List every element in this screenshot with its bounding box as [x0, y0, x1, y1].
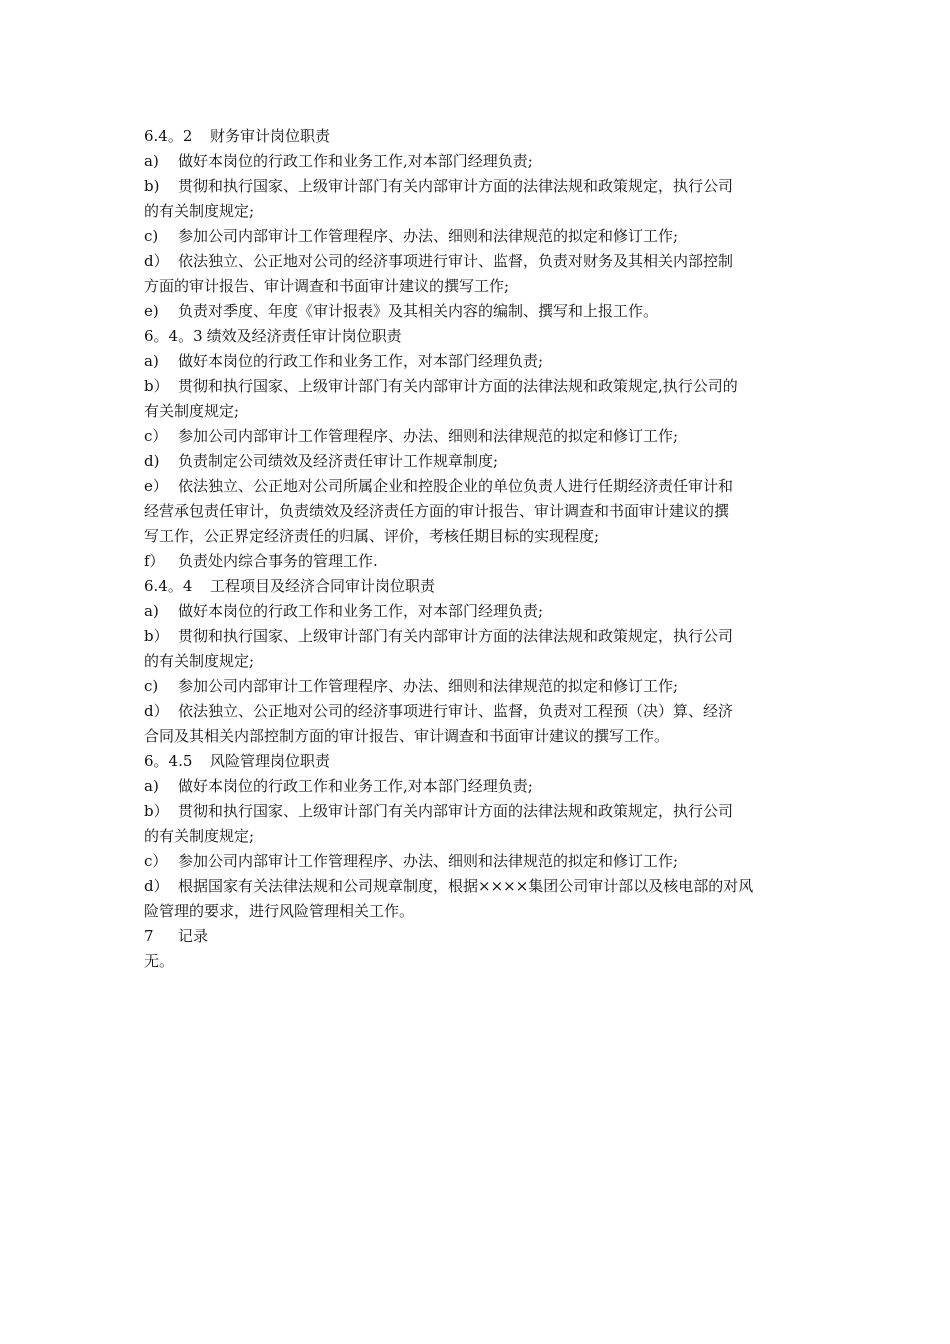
item-text: 根据国家有关法律法规和公司规章制度，根据××××集团公司审计部以及核电部的对风	[178, 877, 754, 895]
item-text-continued: 险管理的要求，进行风险管理相关工作。	[144, 902, 415, 920]
item-label: d）	[144, 702, 169, 720]
item-text-continued: 方面的审计报告、审计调查和书面审计建议的撰写工作;	[144, 277, 510, 295]
item-text-continued: 经营承包责任审计，负责绩效及经济责任方面的审计报告、审计调查和书面审计建议的撰	[144, 502, 730, 520]
section-title: 财务审计岗位职责	[210, 127, 331, 145]
item-text-continued: 有关制度规定;	[144, 402, 240, 420]
item-label: d)	[144, 452, 160, 470]
item-text: 做好本岗位的行政工作和业务工作,对本部门经理负责;	[178, 152, 533, 170]
list-item	[144, 674, 808, 699]
item-label: b）	[144, 377, 169, 395]
item-text-continued: 写工作，公正界定经济责任的归属、评价，考核任期目标的实现程度;	[144, 527, 600, 545]
item-text: 贯彻和执行国家、上级审计部门有关内部审计方面的法律法规和政策规定，执行公司	[178, 627, 734, 645]
section-title: 风险管理岗位职责	[210, 752, 331, 770]
item-label: f）	[144, 552, 165, 570]
item-text: 负责处内综合事务的管理工作.	[178, 552, 378, 570]
item-text-continued: 的有关制度规定;	[144, 652, 255, 670]
list-item	[144, 624, 808, 649]
item-label: c）	[144, 852, 168, 870]
section-heading	[144, 574, 808, 599]
section-number: 6。4。3	[144, 327, 203, 345]
item-label: c）	[144, 427, 168, 445]
section-heading	[144, 324, 808, 349]
list-item	[144, 799, 808, 824]
list-item	[144, 849, 808, 874]
list-item	[144, 474, 808, 499]
item-text: 负责制定公司绩效及经济责任审计工作规章制度;	[178, 452, 499, 470]
document-page	[144, 124, 808, 974]
item-label: b）	[144, 627, 169, 645]
item-text: 依法独立、公正地对公司的经济事项进行审计、监督，负责对工程预（决）算、经济	[178, 702, 734, 720]
item-label: a)	[144, 352, 159, 370]
list-item	[144, 374, 808, 399]
item-text: 贯彻和执行国家、上级审计部门有关内部审计方面的法律法规和政策规定,执行公司的	[178, 377, 738, 395]
list-item	[144, 774, 808, 799]
item-label: a)	[144, 152, 159, 170]
item-label: d）	[144, 877, 169, 895]
item-text: 参加公司内部审计工作管理程序、办法、细则和法律规范的拟定和修订工作;	[178, 227, 679, 245]
item-text: 依法独立、公正地对公司的经济事项进行审计、监督，负责对财务及其相关内部控制	[178, 252, 734, 270]
item-text-continued: 的有关制度规定;	[144, 202, 255, 220]
list-item	[144, 224, 808, 249]
list-item	[144, 299, 808, 324]
list-item	[144, 874, 808, 899]
list-item	[144, 449, 808, 474]
section-heading	[144, 924, 808, 949]
section-number: 7	[144, 927, 154, 945]
list-item	[144, 599, 808, 624]
section-number: 6.4。2	[144, 127, 193, 145]
item-label: d）	[144, 252, 169, 270]
section-heading	[144, 124, 808, 149]
list-item	[144, 699, 808, 724]
item-label: a)	[144, 777, 159, 795]
list-item	[144, 349, 808, 374]
list-item	[144, 174, 808, 199]
item-text: 参加公司内部审计工作管理程序、办法、细则和法律规范的拟定和修订工作;	[178, 852, 679, 870]
section-title: 记录	[178, 927, 209, 945]
item-label: a)	[144, 602, 159, 620]
item-label: c)	[144, 227, 159, 245]
item-text: 参加公司内部审计工作管理程序、办法、细则和法律规范的拟定和修订工作;	[178, 677, 679, 695]
item-label: c)	[144, 677, 159, 695]
section-title: 绩效及经济责任审计岗位职责	[206, 327, 402, 345]
item-label: e）	[144, 477, 168, 495]
list-item	[144, 249, 808, 274]
item-text-continued: 合同及其相关内部控制方面的审计报告、审计调查和书面审计建议的撰写工作。	[144, 727, 670, 745]
list-item	[144, 549, 808, 574]
item-text-continued: 的有关制度规定;	[144, 827, 255, 845]
section-title: 工程项目及经济合同审计岗位职责	[210, 577, 436, 595]
list-item	[144, 149, 808, 174]
item-text: 做好本岗位的行政工作和业务工作,对本部门经理负责;	[178, 777, 533, 795]
item-text: 贯彻和执行国家、上级审计部门有关内部审计方面的法律法规和政策规定，执行公司	[178, 802, 734, 820]
item-label: e)	[144, 302, 159, 320]
item-text: 负责对季度、年度《审计报表》及其相关内容的编制、撰写和上报工作。	[178, 302, 659, 320]
section-heading	[144, 749, 808, 774]
list-item	[144, 424, 808, 449]
item-text: 做好本岗位的行政工作和业务工作，对本部门经理负责;	[178, 602, 544, 620]
section-number: 6.4。4	[144, 577, 193, 595]
item-text: 参加公司内部审计工作管理程序、办法、细则和法律规范的拟定和修订工作;	[178, 427, 679, 445]
records-body: 无。	[144, 952, 175, 970]
section-number: 6。4.5	[144, 752, 193, 770]
item-label: b)	[144, 177, 160, 195]
item-text: 做好本岗位的行政工作和业务工作，对本部门经理负责;	[178, 352, 544, 370]
item-text: 贯彻和执行国家、上级审计部门有关内部审计方面的法律法规和政策规定，执行公司	[178, 177, 734, 195]
item-text: 依法独立、公正地对公司所属企业和控股企业的单位负责人进行任期经济责任审计和	[178, 477, 734, 495]
item-label: b）	[144, 802, 169, 820]
